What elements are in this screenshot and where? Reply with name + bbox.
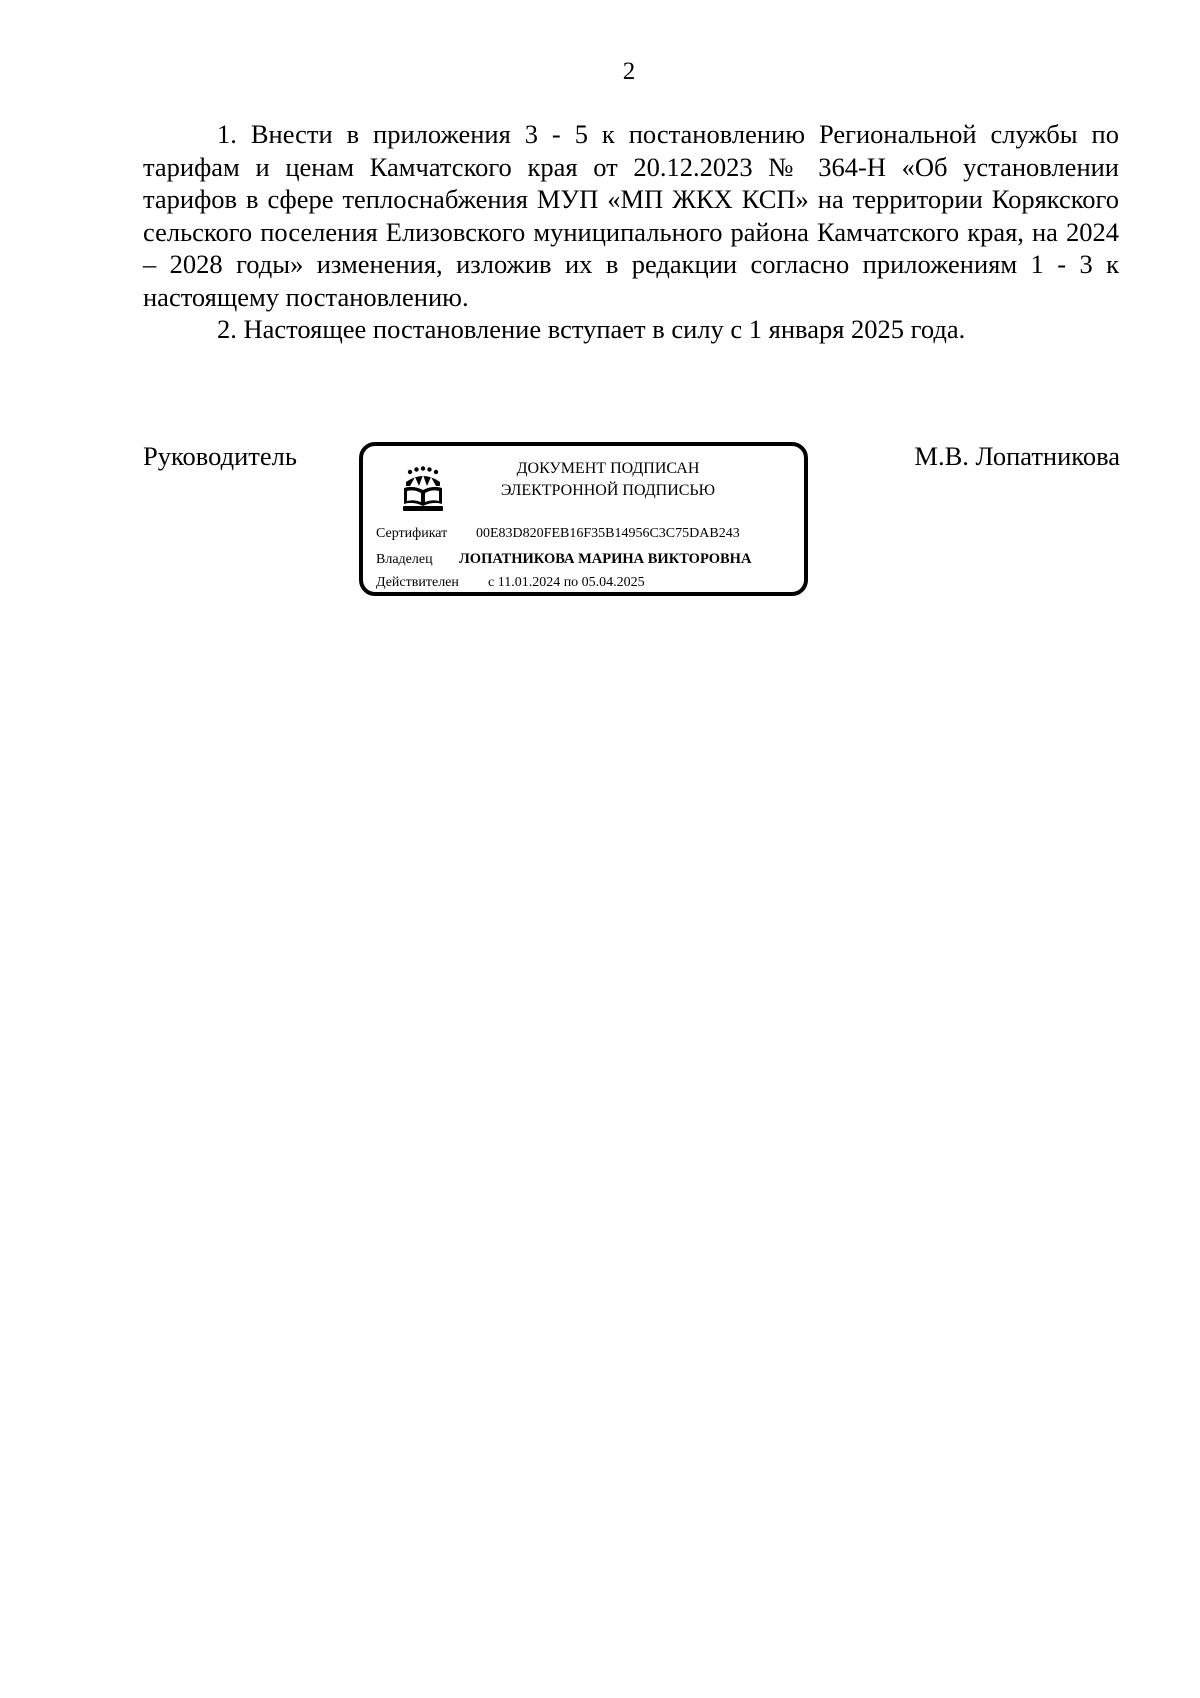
stamp-title-line-2: ЭЛЕКТРОННОЙ ПОДПИСЬЮ [500,482,716,499]
owner-label: Владелец [376,552,433,567]
validity-value: с 11.01.2024 по 05.04.2025 [488,575,645,590]
stamp-title-line-1: ДОКУМЕНТ ПОДПИСАН [516,460,700,477]
paragraph-2: 2. Настоящее постановление вступает в силу с 1 января 2025 года. [217,314,966,344]
signatory-name: М.В. Лопатникова [914,441,1120,471]
certificate-label: Сертификат [376,526,448,541]
validity-label: Действителен [376,575,459,590]
page-number: 2 [622,58,636,85]
stamp-validity-row [376,575,645,591]
document-body [143,118,1119,346]
paragraph-1: 1. Внести в приложения 3 - 5 к постановлению Региональной службы по тарифам и ценам Камчатского края от 20.12.2023 № 364-Н «Об установлении тарифов в сфере теплоснабжения МУП «МП ЖКХ КСП» на территории Корякского сельского поселения Елизовского муниципального района Камчатского края, на 2024 – 2028 годы» изменения, изложив их в редакции согласно приложениям 1 - 3 к настоящему постановлению. [143,119,1119,312]
electronic-signature-stamp [359,442,808,596]
owner-value: ЛОПАТНИКОВА МАРИНА ВИКТОРОВНА [459,551,752,567]
stamp-title [453,458,763,502]
certificate-value: 00E83D820FEB16F35B14956C3C75DAB243 [476,526,740,541]
stamp-owner-row [376,551,751,568]
signatory-position: Руководитель [143,441,297,471]
kamchatka-coat-of-arms-icon [401,466,445,516]
stamp-certificate-row [376,526,740,542]
